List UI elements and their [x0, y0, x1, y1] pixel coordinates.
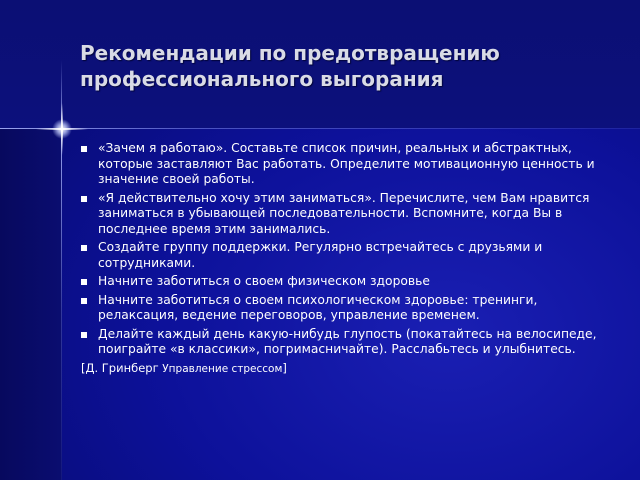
left-band — [0, 128, 62, 480]
horizontal-divider — [0, 128, 640, 129]
bullet-item — [80, 274, 610, 290]
square-bullet-icon — [81, 298, 87, 304]
slide-content — [80, 141, 610, 377]
bullet-text: «Зачем я работаю». Составьте список причин, реальных и абстрактных, которые заставляют Вас работать. Определите мотивационную ценность и значение своей работы. — [98, 141, 595, 186]
bullet-item — [80, 293, 610, 324]
bullet-text: Создайте группу поддержки. Регулярно встречайтесь с друзьями и сотрудниками. — [98, 240, 543, 270]
citation — [81, 361, 610, 377]
bullet-item — [80, 240, 610, 271]
bullet-item — [80, 141, 610, 188]
citation-close-bracket: ] — [282, 360, 287, 375]
square-bullet-icon — [81, 332, 87, 338]
bullet-item — [80, 191, 610, 238]
slide-title: Рекомендации по предотвращению профессионального выгорания — [80, 41, 500, 91]
bullet-text: Начните заботиться о своем психологическом здоровье: тренинги, релаксация, ведение переговоров, управление временем. — [98, 292, 538, 322]
bullet-list — [80, 141, 610, 358]
square-bullet-icon — [81, 196, 87, 202]
sparkle-ray-vertical — [61, 103, 63, 155]
citation-book: Управление стрессом — [162, 362, 283, 375]
bullet-item — [80, 327, 610, 358]
citation-author: Д. Гринберг — [85, 360, 159, 375]
square-bullet-icon — [81, 245, 87, 251]
square-bullet-icon — [81, 279, 87, 285]
citation-open-bracket: [ — [81, 360, 86, 375]
bullet-text: Начните заботиться о своем физическом здоровье — [98, 274, 430, 288]
bullet-text: Делайте каждый день какую-нибудь глупость (покатайтесь на велосипеде, поиграйте «в классики», погримасничайте). Расслабьтесь и улыбнитесь. — [98, 326, 597, 356]
square-bullet-icon — [81, 146, 87, 152]
bullet-text: «Я действительно хочу этим заниматься». Перечислите, чем Вам нравится заниматься в убывающей последовательности. Вспомните, когда Вы в последнее время этим занимались. — [98, 190, 590, 236]
